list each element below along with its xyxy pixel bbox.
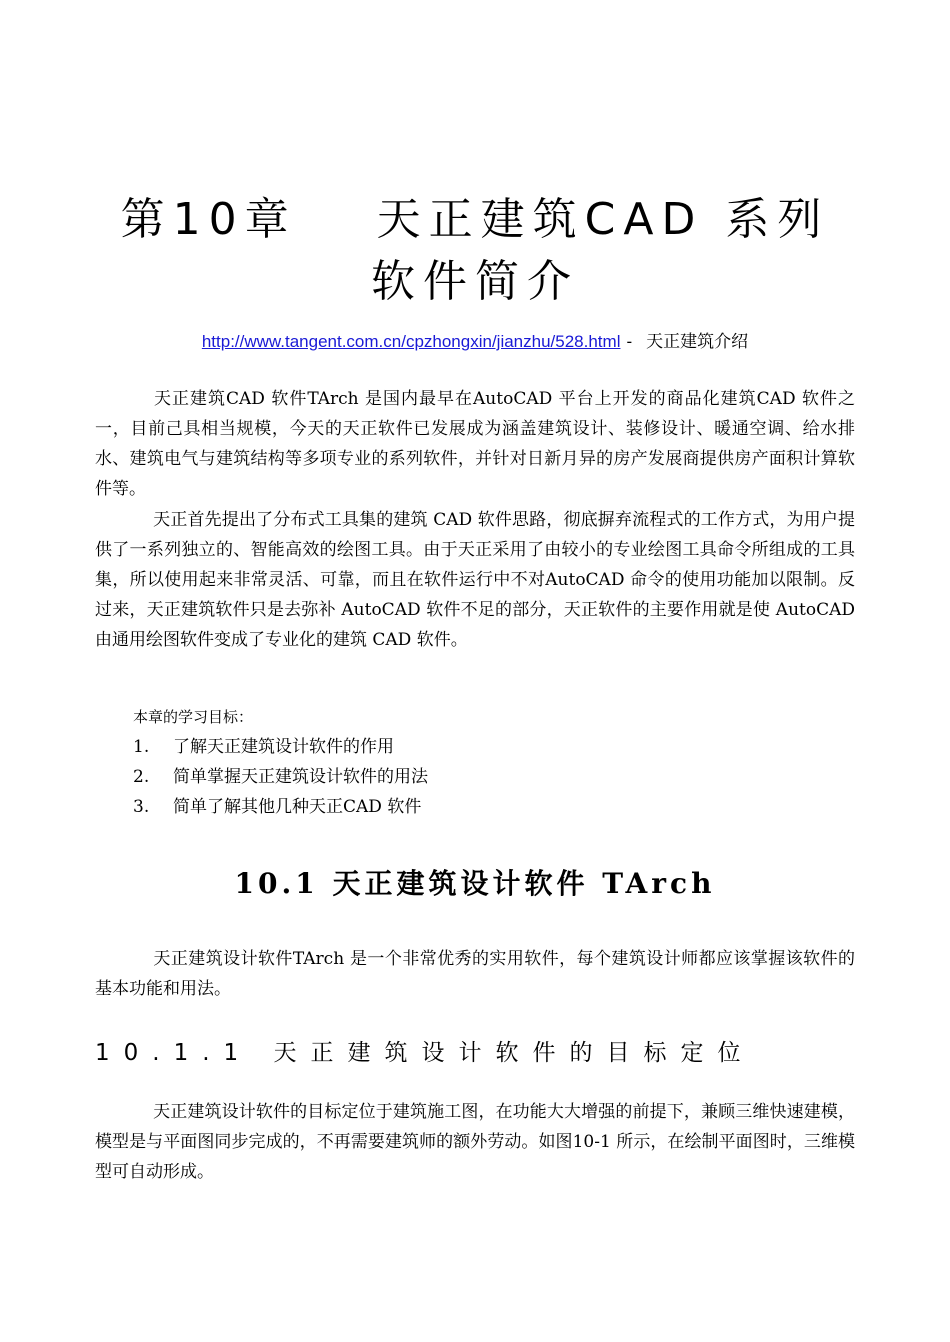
learning-goals-title: 本章的学习目标： xyxy=(133,708,254,726)
goal-item xyxy=(133,792,421,822)
paragraph-text: 天正建筑设计软件的目标定位于建筑施工图，在功能大大增强的前提下，兼顾三维快速建模，模型是与平面图同步完成的，不再需要建筑师的额外劳动。如图10-1 所示，在绘制平面图时，三维模型可自动形成。 xyxy=(95,1102,856,1182)
goal-text: 了解天正建筑设计软件的作用 xyxy=(173,737,394,757)
section-paragraph xyxy=(95,944,855,1004)
goal-number: 2. xyxy=(133,767,150,787)
paragraph-text: 天正首先提出了分布式工具集的建筑 CAD 软件思路，彻底摒弃流程式的工作方式，为用户提供了一系列独立的、智能高效的绘图工具。由于天正采用了由较小的专业绘图工具命令所组成的工具集，所以使用起来非常灵活、可靠，而且在软件运行中不对AutoCAD 命令的使用功能加以限制。反过来，天正建筑软件只是去弥补 AutoCAD 软件不足的部分，天正软件的主要作用就是使 AutoCAD 由通用绘图软件变成了专业化的建筑 CAD 软件。 xyxy=(95,510,855,650)
reference-link-line xyxy=(0,327,950,352)
intro-paragraph-1 xyxy=(95,384,855,504)
intro-paragraph-2 xyxy=(95,505,855,655)
goal-text: 简单掌握天正建筑设计软件的用法 xyxy=(173,767,428,787)
reference-url-link[interactable]: http://www.tangent.com.cn/cpzhongxin/jianzhu/528.html xyxy=(201,332,621,351)
goal-item xyxy=(133,762,428,792)
paragraph-text: 天正建筑设计软件TArch 是一个非常优秀的实用软件，每个建筑设计师都应该掌握该软件的基本功能和用法。 xyxy=(95,949,855,999)
goal-number: 1. xyxy=(133,737,150,757)
subsection-title: 10.1.1 天正建筑设计软件的目标定位 xyxy=(95,1040,755,1066)
chapter-title-line2: 软件简介 xyxy=(371,256,579,308)
section-title: 10.1 天正建筑设计软件 TArch xyxy=(234,867,716,900)
subsection-paragraph xyxy=(95,1097,855,1187)
paragraph-text: 天正建筑CAD 软件TArch 是国内最早在AutoCAD 平台上开发的商品化建筑CAD 软件之一，目前己具相当规模，今天的天正软件已发展成为涵盖建筑设计、装修设计、暖通空调、给水排水、建筑电气与建筑结构等多项专业的系列软件，并针对日新月异的房产发展商提供房产面积计算软件等。 xyxy=(95,389,855,499)
chapter-title-text: 天正建筑CAD 系列 xyxy=(376,194,830,246)
goal-item xyxy=(133,732,394,762)
link-caption: 天正建筑介绍 xyxy=(646,332,749,352)
goal-text: 简单了解其他几种天正CAD 软件 xyxy=(173,797,422,817)
link-separator: - xyxy=(626,332,633,351)
chapter-title-line1 xyxy=(0,189,950,251)
goal-number: 3. xyxy=(133,797,150,817)
chapter-number: 第10章 xyxy=(120,194,297,246)
